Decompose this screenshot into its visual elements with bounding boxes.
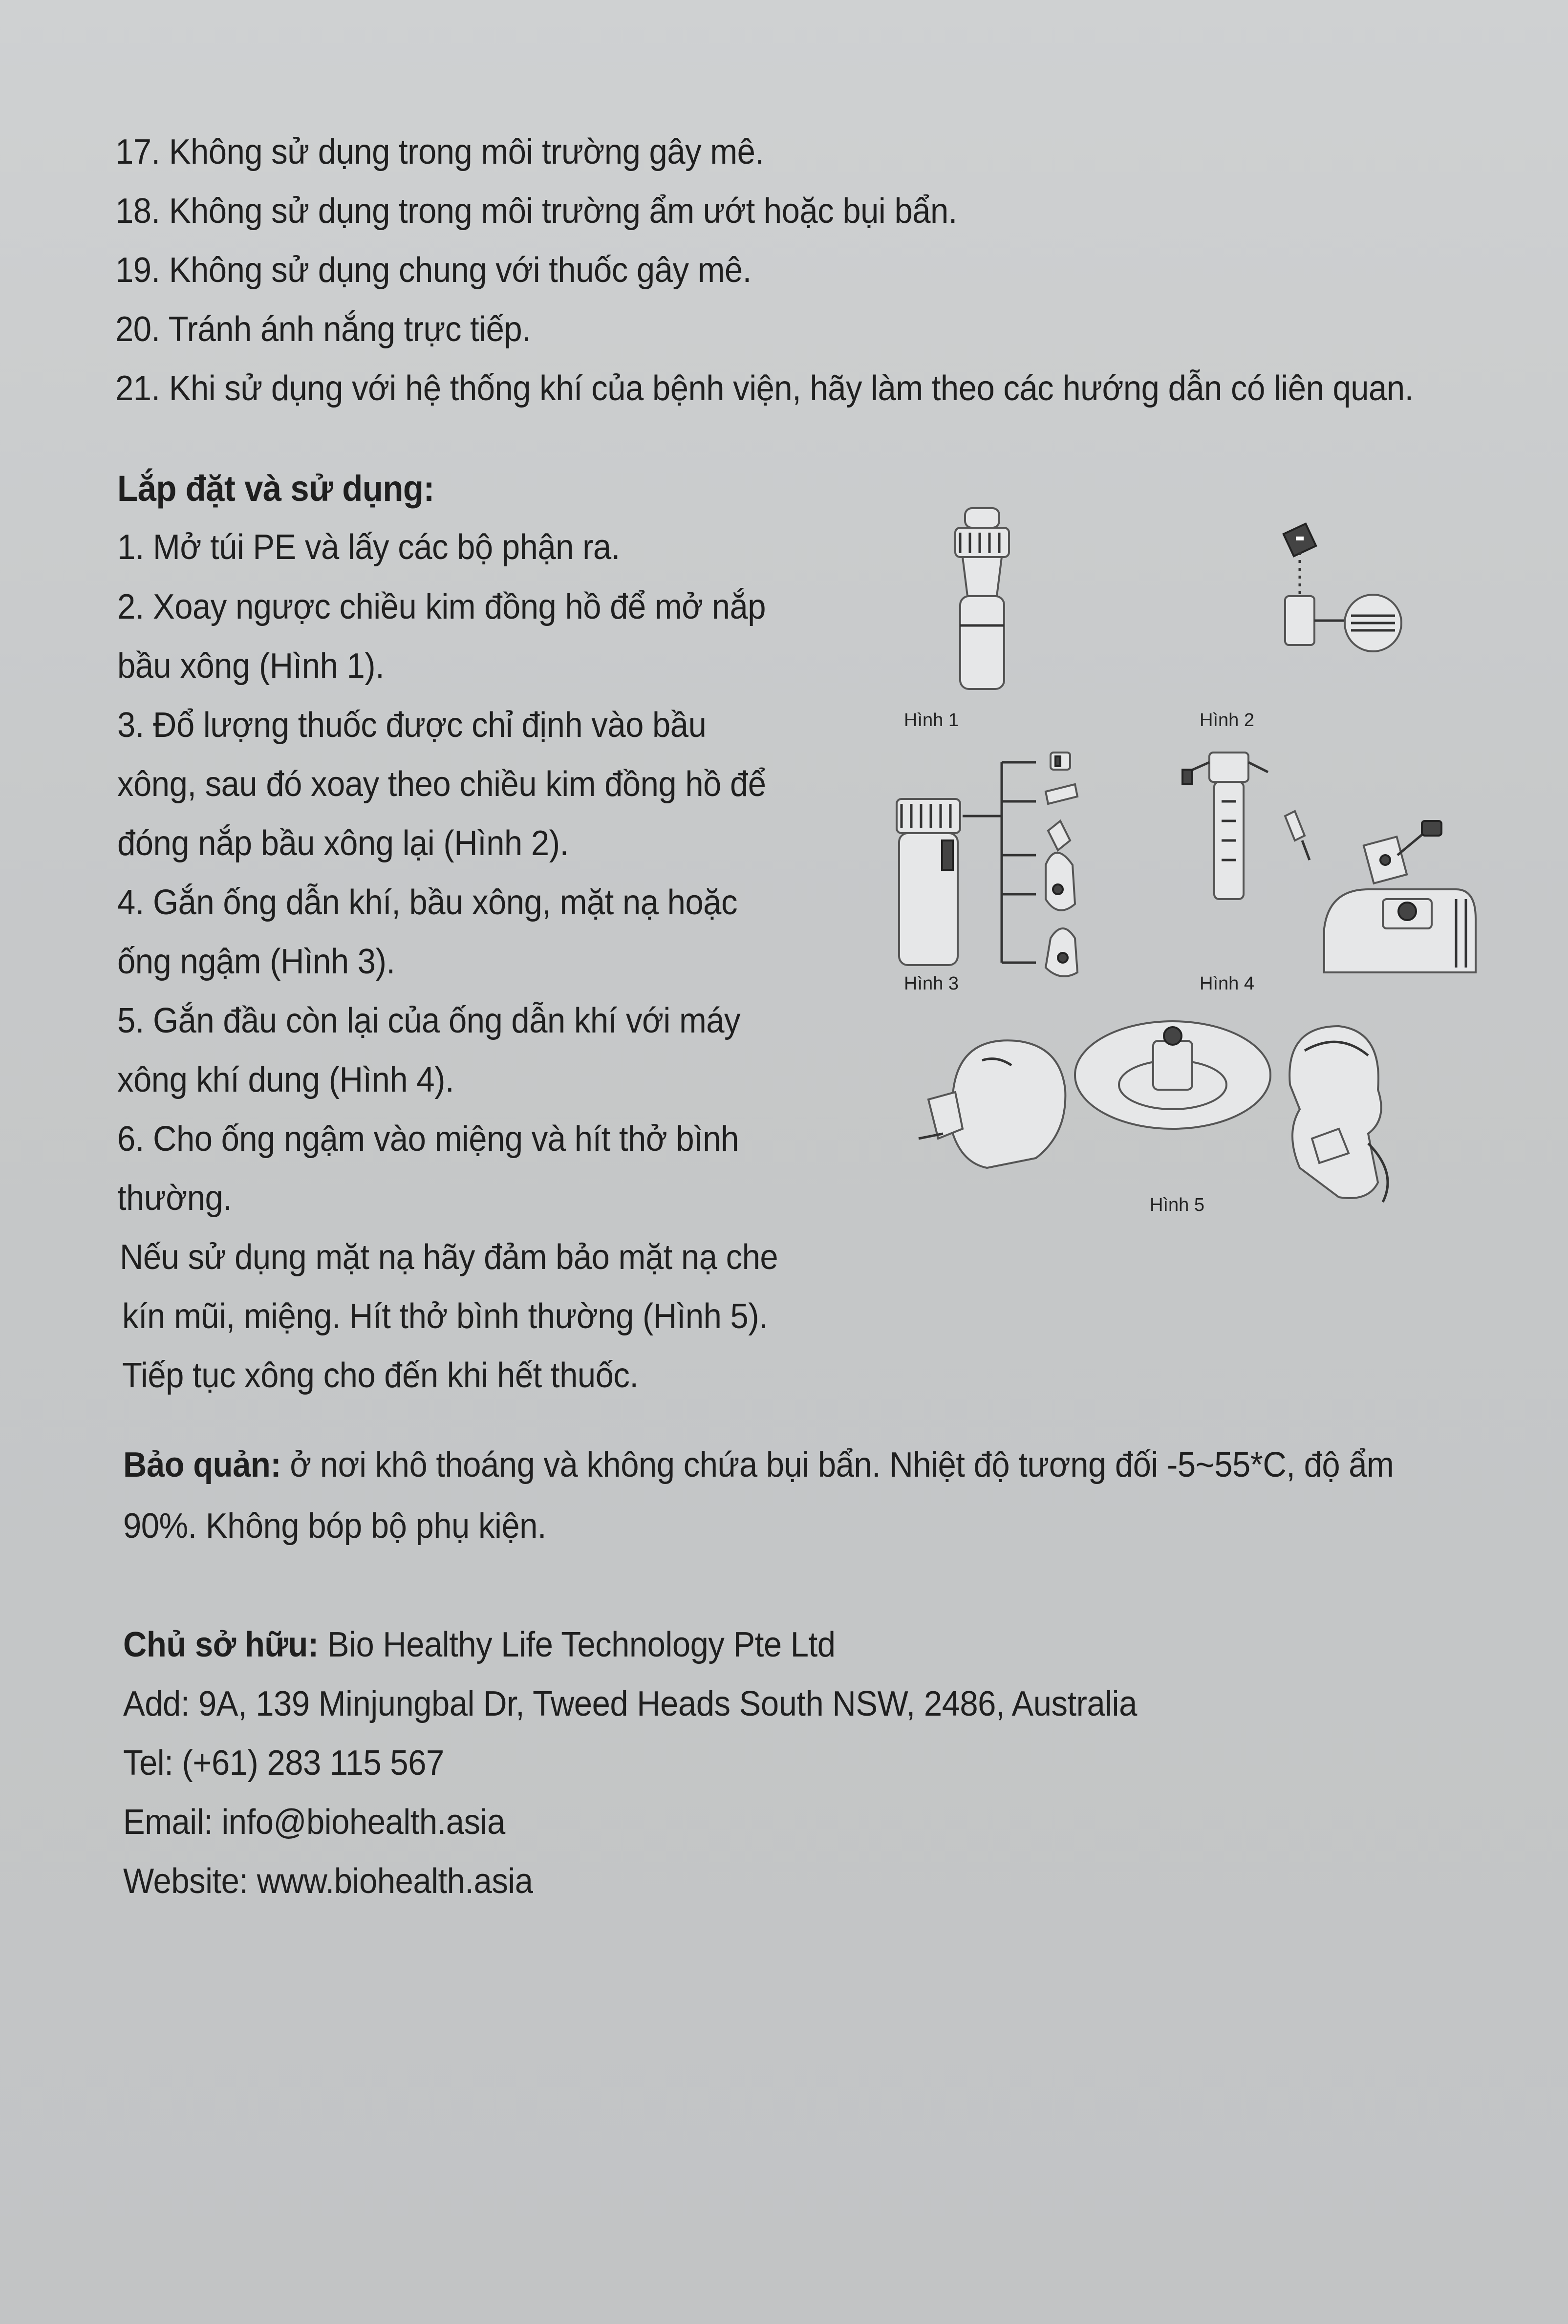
figure-1-caption: Hình 1 bbox=[904, 710, 959, 731]
warning-21: 21. Khi sử dụng với hệ thống khí của bệnh viện, hãy làm theo các hướng dẫn có liên quan. bbox=[115, 369, 1414, 408]
storage-text: ở nơi khô thoáng và không chứa bụi bẩn. Nhiệt độ tương đối -5~55*C, độ ẩm bbox=[281, 1445, 1394, 1485]
figure-2-caption: Hình 2 bbox=[1200, 710, 1254, 731]
install-line: 2. Xoay ngược chiều kim đồng hồ để mở nắp bbox=[117, 587, 766, 626]
install-line: xông, sau đó xoay theo chiều kim đồng hồ để bbox=[117, 765, 766, 804]
install-line: kín mũi, miệng. Hít thở bình thường (Hình 5). bbox=[122, 1297, 768, 1336]
warning-17: 17. Không sử dụng trong môi trường gây mê. bbox=[115, 132, 764, 172]
install-line: Tiếp tục xông cho đến khi hết thuốc. bbox=[122, 1356, 639, 1395]
owner-email: Email: info@biohealth.asia bbox=[123, 1803, 505, 1842]
figure-4-caption: Hình 4 bbox=[1200, 973, 1254, 994]
figure-2-pour-medicine bbox=[1251, 523, 1407, 660]
install-line: 3. Đổ lượng thuốc được chỉ định vào bầu bbox=[117, 706, 707, 745]
owner-address: Add: 9A, 139 Minjungbal Dr, Tweed Heads South NSW, 2486, Australia bbox=[123, 1684, 1137, 1723]
figure-4-nebulizer-assembled bbox=[1182, 743, 1485, 987]
owner-website: Website: www.biohealth.asia bbox=[123, 1862, 533, 1901]
owner-tel: Tel: (+61) 283 115 567 bbox=[123, 1743, 444, 1783]
owner-label: Chủ sở hữu: bbox=[123, 1625, 319, 1664]
figure-5-caption: Hình 5 bbox=[1150, 1195, 1204, 1215]
owner-name: Bio Healthy Life Technology Pte Ltd bbox=[318, 1625, 836, 1664]
install-line: đóng nắp bầu xông lại (Hình 2). bbox=[117, 824, 569, 863]
figure-1-nebulizer-cup bbox=[938, 498, 1026, 694]
warning-20: 20. Tránh ánh nắng trực tiếp. bbox=[115, 310, 531, 349]
install-line: ống ngậm (Hình 3). bbox=[117, 942, 395, 981]
install-line: 6. Cho ống ngậm vào miệng và hít thở bình bbox=[117, 1119, 739, 1159]
storage-label: Bảo quản: bbox=[123, 1445, 281, 1485]
owner-line bbox=[123, 1627, 835, 1662]
install-line: bầu xông (Hình 1). bbox=[117, 646, 385, 686]
figure-3-accessories bbox=[889, 743, 1104, 987]
figure-3-caption: Hình 3 bbox=[904, 973, 959, 994]
install-line: 4. Gắn ống dẫn khí, bầu xông, mặt nạ hoặc bbox=[117, 883, 737, 922]
install-line: xông khí dung (Hình 4). bbox=[117, 1060, 454, 1099]
install-line: 5. Gắn đầu còn lại của ống dẫn khí với máy bbox=[117, 1001, 741, 1040]
storage-line-1 bbox=[123, 1447, 1394, 1483]
figure-5-usage bbox=[899, 1007, 1412, 1202]
warning-18: 18. Không sử dụng trong môi trường ẩm ướt hoặc bụi bẩn. bbox=[115, 192, 957, 231]
warning-19: 19. Không sử dụng chung với thuốc gây mê. bbox=[115, 251, 752, 290]
install-line: Nếu sử dụng mặt nạ hãy đảm bảo mặt nạ che bbox=[120, 1238, 778, 1277]
storage-line-2: 90%. Không bóp bộ phụ kiện. bbox=[123, 1506, 547, 1546]
install-line: thường. bbox=[117, 1179, 232, 1218]
install-heading: Lắp đặt và sử dụng: bbox=[117, 468, 434, 509]
install-line: 1. Mở túi PE và lấy các bộ phận ra. bbox=[117, 528, 620, 567]
